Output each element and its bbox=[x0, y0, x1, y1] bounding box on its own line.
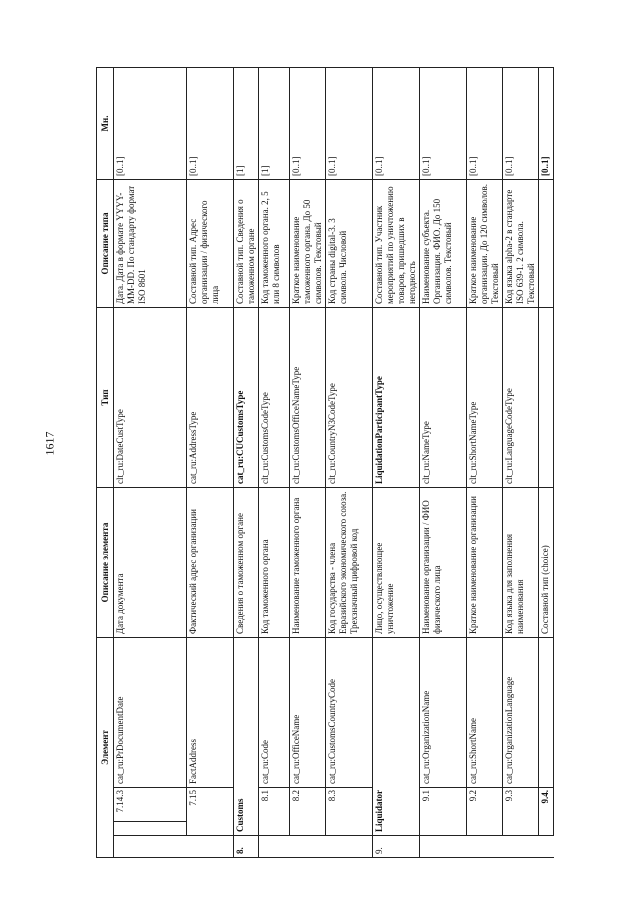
row-number: 7.15 bbox=[187, 788, 234, 836]
header-type-description: Описание типа bbox=[97, 179, 114, 307]
row-number: 8.2 bbox=[290, 788, 326, 836]
table-row bbox=[114, 67, 187, 857]
row-type: clt_ru:NameType bbox=[420, 307, 467, 487]
row-description: Сведения о таможенном органе bbox=[234, 487, 259, 637]
row-description: Код языка для заполнения наименования bbox=[503, 487, 539, 637]
row-type-description: Код языка alpha-2 в стандарте ISO 639-1. 2 символа. Текстовый bbox=[503, 179, 539, 307]
row-type: cat_ru:CUCustomsType bbox=[234, 307, 259, 487]
row-description: Лицо, осуществляющее уничтожение bbox=[373, 487, 420, 637]
row-number: 9.1 bbox=[420, 788, 467, 836]
row-number: 9. bbox=[373, 836, 420, 858]
row-description: Составной тип (choice) bbox=[539, 487, 554, 637]
header-element: Элемент bbox=[97, 637, 114, 857]
table-row bbox=[187, 67, 234, 857]
row-multiplicity: [0..1] bbox=[114, 67, 187, 179]
row-type: cat_ru:AddressType bbox=[187, 307, 234, 487]
row-type-description: Код страны digital-3. 3 символа. Числовой bbox=[326, 179, 373, 307]
row-type-description bbox=[539, 179, 554, 307]
row-type-description: Дата. Дата в формате YYYY-MM-DD. По стандарту формат ISO 8601 bbox=[114, 179, 187, 307]
table-row bbox=[420, 67, 467, 857]
row-type-description: Краткое наименование организации. До 120 символов. Текстовый bbox=[467, 179, 503, 307]
row-element: FactAddress bbox=[187, 637, 234, 787]
row-number: 9.4. bbox=[539, 788, 554, 836]
row-description: Фактический адрес организации bbox=[187, 487, 234, 637]
row-element: Liquidator bbox=[373, 637, 420, 835]
row-type: clt_ru:LanguageCodeType bbox=[503, 307, 539, 487]
row-element: cat_ru:Code bbox=[259, 637, 290, 787]
row-type-description: Наименование субъекта. Организация. ФИО. До 150 символов. Текстовый bbox=[420, 179, 467, 307]
row-element: Customs bbox=[234, 637, 259, 835]
row-number: 9.2 bbox=[467, 788, 503, 836]
table-row bbox=[373, 67, 420, 857]
row-type: clt_ru:CustomsOfficeNameType bbox=[290, 307, 326, 487]
row-element: cat_ru:CustomsCountryCode bbox=[326, 637, 373, 787]
row-type-description: Составной тип. Адрес организации / физического лица bbox=[187, 179, 234, 307]
row-type: clt_ru:CustomsCodeType bbox=[259, 307, 290, 487]
row-description: Краткое наименование организации bbox=[467, 487, 503, 637]
row-multiplicity: [0..1] bbox=[290, 67, 326, 179]
table-row bbox=[539, 67, 554, 857]
row-description: Код таможенного органа bbox=[259, 487, 290, 637]
row-element: cat_ru:OfficeName bbox=[290, 637, 326, 787]
table-row bbox=[290, 67, 326, 857]
row-type-description: Составной тип. Сведения о таможенном органе bbox=[234, 179, 259, 307]
row-number: 9.3 bbox=[503, 788, 539, 836]
row-multiplicity: [0..1] bbox=[326, 67, 373, 179]
row-type: LiquidationParticipantType bbox=[373, 307, 420, 487]
row-type-description: Краткое наименование таможенного органа. До 50 символов. Текстовый bbox=[290, 179, 326, 307]
row-type: clt_ru:CountryN3CodeType bbox=[326, 307, 373, 487]
row-multiplicity: [1] bbox=[234, 67, 259, 179]
row-multiplicity: [0..1] bbox=[187, 67, 234, 179]
table-row bbox=[259, 67, 290, 857]
row-element: cat_ru:ShortName bbox=[467, 637, 503, 787]
row-element: cat_ru:OrganizationLanguage bbox=[503, 637, 539, 787]
row-multiplicity: [0..1] bbox=[420, 67, 467, 179]
row-number: 8.1 bbox=[259, 788, 290, 836]
row-element: cat_ru:OrganizationName bbox=[420, 637, 467, 787]
row-multiplicity: [0..1] bbox=[503, 67, 539, 179]
row-multiplicity: [0..1] bbox=[467, 67, 503, 179]
row-description: Наименование таможенного органа bbox=[290, 487, 326, 637]
row-multiplicity: [0..1] bbox=[373, 67, 420, 179]
table-row bbox=[503, 67, 539, 857]
row-number: 8. bbox=[234, 836, 259, 858]
row-type bbox=[539, 307, 554, 487]
rotated-table-container bbox=[96, 68, 550, 858]
schema-table bbox=[96, 67, 554, 858]
row-description: Код государства - члена Евразийского экономического союза. Трехзначный цифровой код bbox=[326, 487, 373, 637]
row-type: clt_ru:ShortNameType bbox=[467, 307, 503, 487]
table-row bbox=[234, 67, 259, 857]
row-number: 7.14.3 bbox=[114, 788, 187, 822]
header-type: Тип bbox=[97, 307, 114, 487]
header-multiplicity: Мн. bbox=[97, 67, 114, 179]
row-element: cat_ru:PrDocumentDate bbox=[114, 637, 187, 787]
table-row bbox=[326, 67, 373, 857]
row-type-description: Код таможенного органа. 2, 5 или 8 символов bbox=[259, 179, 290, 307]
page-number: 1617 bbox=[42, 431, 57, 456]
row-description: Дата документа bbox=[114, 487, 187, 637]
row-number: 8.3 bbox=[326, 788, 373, 836]
row-description: Наименование организации / ФИО физического лица bbox=[420, 487, 467, 637]
row-type: clt_ru:DateCustType bbox=[114, 307, 187, 487]
table-row bbox=[467, 67, 503, 857]
row-multiplicity: [0..1] bbox=[539, 67, 554, 179]
row-type-description: Составной тип. Участник мероприятий по уничтожению товаров, пришедших в негодность bbox=[373, 179, 420, 307]
row-element bbox=[539, 637, 554, 787]
header-element-description: Описание элемента bbox=[97, 487, 114, 637]
table-header-row bbox=[97, 67, 114, 857]
row-multiplicity: [1] bbox=[259, 67, 290, 179]
